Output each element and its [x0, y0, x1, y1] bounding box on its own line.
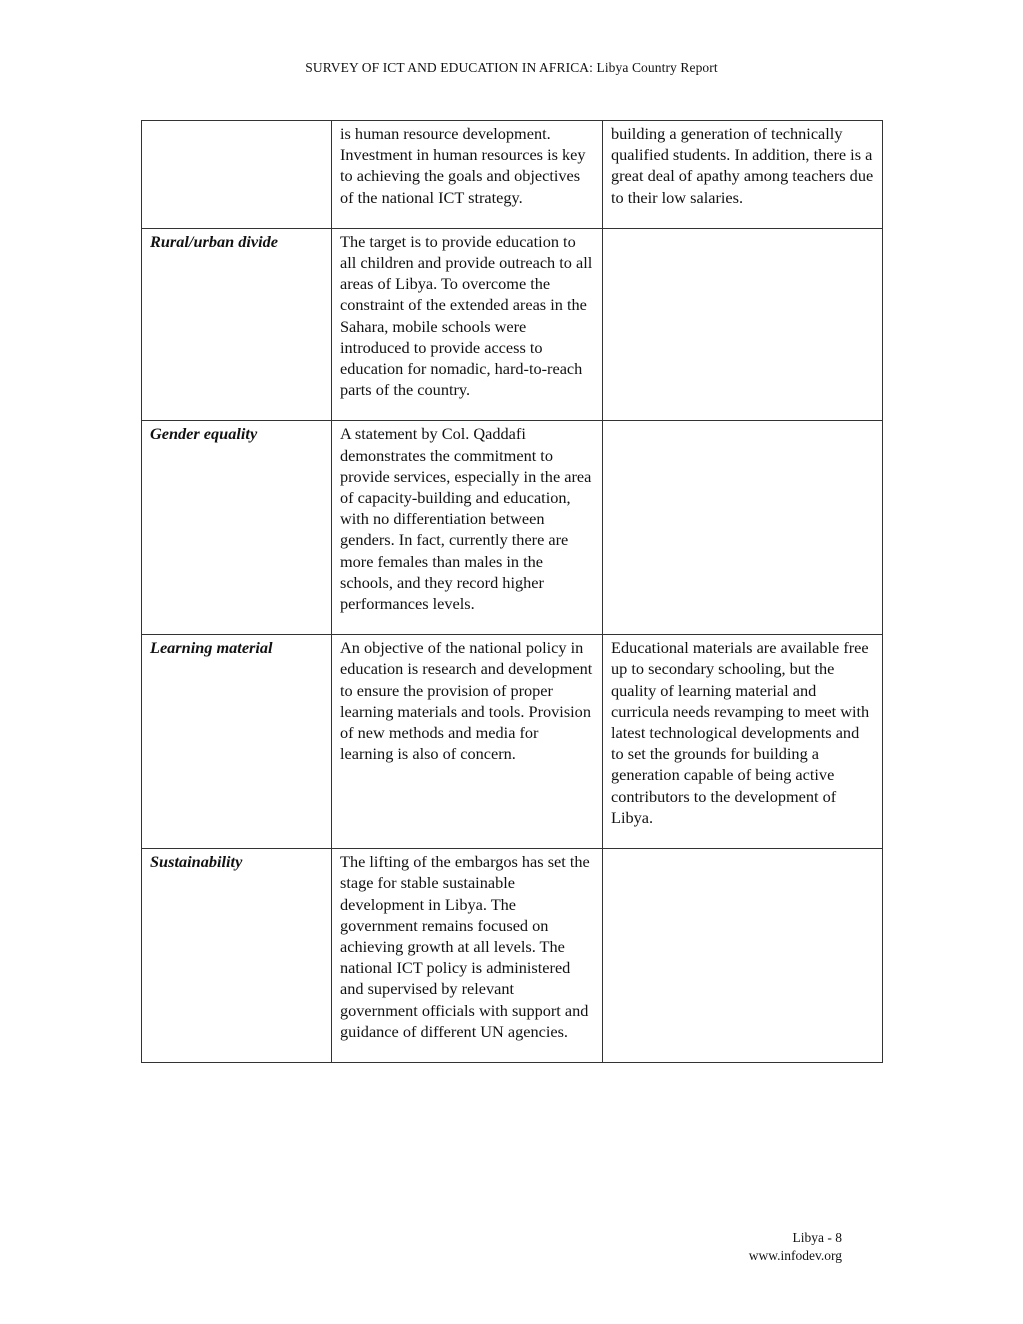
table-row	[142, 849, 883, 1063]
table-cell-status	[603, 421, 883, 635]
table-cell-objective: An objective of the national policy in education is research and development to ensure the provision of proper learning materials and tools. Provision of new methods and media for learning is also of concern.	[332, 635, 603, 849]
table-cell-objective: A statement by Col. Qaddafi demonstrates the commitment to provide services, especially in the area of capacity-building and education, with no differentiation between genders. In fact, currently there are more females than males in the schools, and they record higher performances levels.	[332, 421, 603, 635]
page-number: Libya - 8	[792, 1230, 842, 1245]
table-cell-status: Educational materials are available free up to secondary schooling, but the quality of learning material and curricula needs revamping to meet with latest technological developments and to set the grounds for building a generation capable of being active contributors to the development of Libya.	[603, 635, 883, 849]
row-label: Gender equality	[142, 421, 332, 635]
page-header: SURVEY OF ICT AND EDUCATION IN AFRICA: Libya Country Report	[305, 60, 718, 75]
table-cell-objective: The lifting of the embargos has set the stage for stable sustainable development in Libya. The government remains focused on achieving growth at all levels. The national ICT policy is administered and supervised by relevant government officials with support and guidance of different UN agencies.	[332, 849, 603, 1063]
table-cell-status: building a generation of technically qualified students. In addition, there is a great deal of apathy among teachers due to their low salaries.	[603, 121, 883, 229]
table-row	[142, 635, 883, 849]
row-label	[142, 121, 332, 229]
table-row	[142, 421, 883, 635]
table-cell-status	[603, 228, 883, 421]
table-cell-objective: The target is to provide education to all children and provide outreach to all areas of Libya. To overcome the constraint of the extended areas in the Sahara, mobile schools were introduced to provide access to education for nomadic, hard-to-reach parts of the country.	[332, 228, 603, 421]
page-footer	[749, 1229, 842, 1265]
footer-url: www.infodev.org	[748, 1248, 842, 1263]
report-table	[141, 120, 883, 1063]
table-cell-objective: is human resource development. Investment in human resources is key to achieving the goals and objectives of the national ICT strategy.	[332, 121, 603, 229]
table-row	[142, 121, 883, 229]
table-cell-status	[603, 849, 883, 1063]
row-label: Sustainability	[142, 849, 332, 1063]
row-label: Learning material	[142, 635, 332, 849]
row-label: Rural/urban divide	[142, 228, 332, 421]
table-row	[142, 228, 883, 421]
